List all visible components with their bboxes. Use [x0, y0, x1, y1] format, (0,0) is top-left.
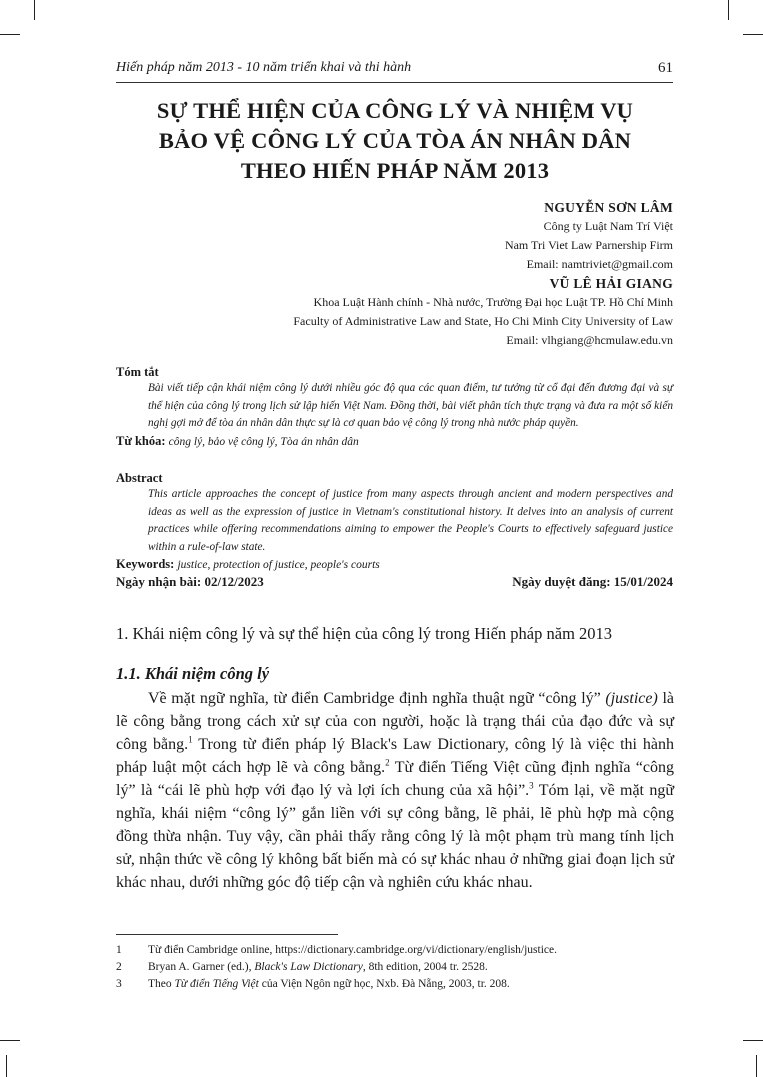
body-text: Trong từ điển pháp lý Black's Law Dictionary, công lý là việc thi hành pháp luật một cách hợp lẽ và công bằng.	[116, 736, 675, 776]
body-text: Từ điển Tiếng Việt cũng định nghĩa “công lý” là “cái lẽ phù hợp với đạo lý và lợi ích chung của xã hội”.	[116, 759, 674, 799]
keywords-value: justice, protection of justice, people's courts	[177, 559, 380, 571]
author-affiliation: Khoa Luật Hành chính - Nhà nước, Trường Đại học Luật TP. Hồ Chí Minh	[313, 295, 673, 309]
body-text: Về mặt ngữ nghĩa, từ điển Cambridge định nghĩa thuật ngữ “công lý”	[148, 690, 606, 707]
footnote-ref[interactable]: 1	[188, 734, 193, 745]
footnote-text: Theo Từ điển Tiếng Việt của Viện Ngôn ngữ học, Nxb. Đà Nẵng, 2003, tr. 208.	[148, 978, 510, 990]
section-heading: 1. Khái niệm công lý và sự thể hiện của công lý trong Hiến pháp năm 2013	[116, 624, 613, 643]
title-line: BẢO VỆ CÔNG LÝ CỦA TÒA ÁN NHÂN DÂN	[158, 128, 632, 153]
summary-label: Tóm tắt	[116, 365, 159, 379]
author-name: NGUYỄN SƠN LÂM	[544, 200, 673, 215]
author-name: VŨ LÊ HẢI GIANG	[549, 276, 673, 291]
crop-mark	[0, 34, 20, 35]
abstract-label: Abstract	[116, 471, 163, 485]
term-justice: (justice)	[605, 690, 658, 707]
crop-mark	[756, 1055, 757, 1077]
abstract-text: This article approaches the concept of justice from many aspects through ancient and modern perspectives and ideas as well as the expression of justice in Vietnam's constitutional history. It delves into an analysis of current practices while offering recommendations aiming to empower the People's Courts to effectively safeguard justice within a rule-of-law state.	[148, 488, 673, 553]
author-email: Email: namtriviet@gmail.com	[526, 257, 673, 271]
received-date: Ngày nhận bài: 02/12/2023	[116, 574, 264, 589]
keywords-label: Keywords:	[116, 557, 175, 571]
summary-block	[116, 364, 673, 451]
footnote-ref[interactable]: 3	[529, 780, 534, 791]
footnote-divider	[116, 934, 338, 935]
article-title	[100, 96, 690, 186]
body-text: là lẽ công bằng trong cách xử sự của con người, hoặc là trạng thái của đạo đức và sự công bằng.	[116, 690, 675, 753]
footnote-text: Từ điển Cambridge online, https://dictionary.cambridge.org/vi/dictionary/english/justice.	[148, 944, 557, 956]
page-number: 61	[658, 60, 673, 76]
crop-mark	[728, 0, 729, 20]
body-paragraph	[116, 687, 674, 894]
footnote-number: 1	[116, 944, 122, 956]
footnote-text: Bryan A. Garner (ed.), Black's Law Dictionary, 8th edition, 2004 tr. 2528.	[148, 961, 488, 973]
footnote-number: 3	[116, 978, 122, 990]
summary-text: Bài viết tiếp cận khái niệm công lý dưới nhiều góc độ qua các quan điểm, tư tưởng từ cổ đại đến đương đại và sự thể hiện của công lý trong lịch sử lập hiến Việt Nam. Đồng thời, bài viết phân tích thực trạng và đưa ra một số kiến nghị gợi mở để tòa án nhân dân thực sự là cơ quan bảo vệ công lý trong nhà nước pháp quyền.	[148, 382, 673, 429]
title-line: SỰ THỂ HIỆN CỦA CÔNG LÝ VÀ NHIỆM VỤ	[156, 98, 634, 123]
author-email: Email: vlhgiang@hcmulaw.edu.vn	[506, 333, 673, 347]
crop-mark	[0, 1040, 20, 1041]
crop-mark	[743, 34, 763, 35]
abstract-block	[116, 470, 673, 574]
author-affiliation: Nam Tri Viet Law Parnership Firm	[504, 238, 673, 252]
author-block	[505, 198, 673, 274]
crop-mark	[6, 1055, 7, 1077]
crop-mark	[34, 0, 35, 20]
title-line: THEO HIẾN PHÁP NĂM 2013	[240, 158, 550, 183]
body-text: Tóm lại, về mặt ngữ nghĩa, khái niệm “công lý” gắn liền với sự công bằng, lẽ phải, lẽ phù hợp mà cộng đồng thừa nhận. Tuy vậy, cần phải thấy rằng công lý là một phạm trù mang tính lịch sử, nhận thức về công lý không bất biến mà có sự khác nhau ở những giai đoạn lịch sử khác nhau, dưới những góc độ tiếp cận và nghiên cứu khác nhau.	[116, 782, 674, 891]
accepted-date: Ngày duyệt đăng: 15/01/2024	[512, 574, 673, 589]
author-affiliation: Công ty Luật Nam Trí Việt	[543, 219, 673, 233]
keywords-label: Từ khóa:	[116, 433, 166, 448]
crop-mark	[743, 1040, 763, 1041]
footnote-ref[interactable]: 2	[385, 757, 390, 768]
abstract-keywords	[116, 556, 673, 574]
author-affiliation: Faculty of Administrative Law and State, Ho Chi Minh City University of Law	[293, 314, 673, 328]
summary-keywords	[116, 433, 673, 451]
subsection-heading: 1.1. Khái niệm công lý	[116, 664, 270, 683]
footnote-number: 2	[116, 961, 122, 973]
keywords-value: công lý, bảo vệ công lý, Tòa án nhân dân	[168, 435, 359, 448]
running-header	[116, 60, 673, 83]
running-title: Hiến pháp năm 2013 - 10 năm triển khai và thi hành	[116, 60, 412, 75]
author-block	[293, 274, 673, 350]
